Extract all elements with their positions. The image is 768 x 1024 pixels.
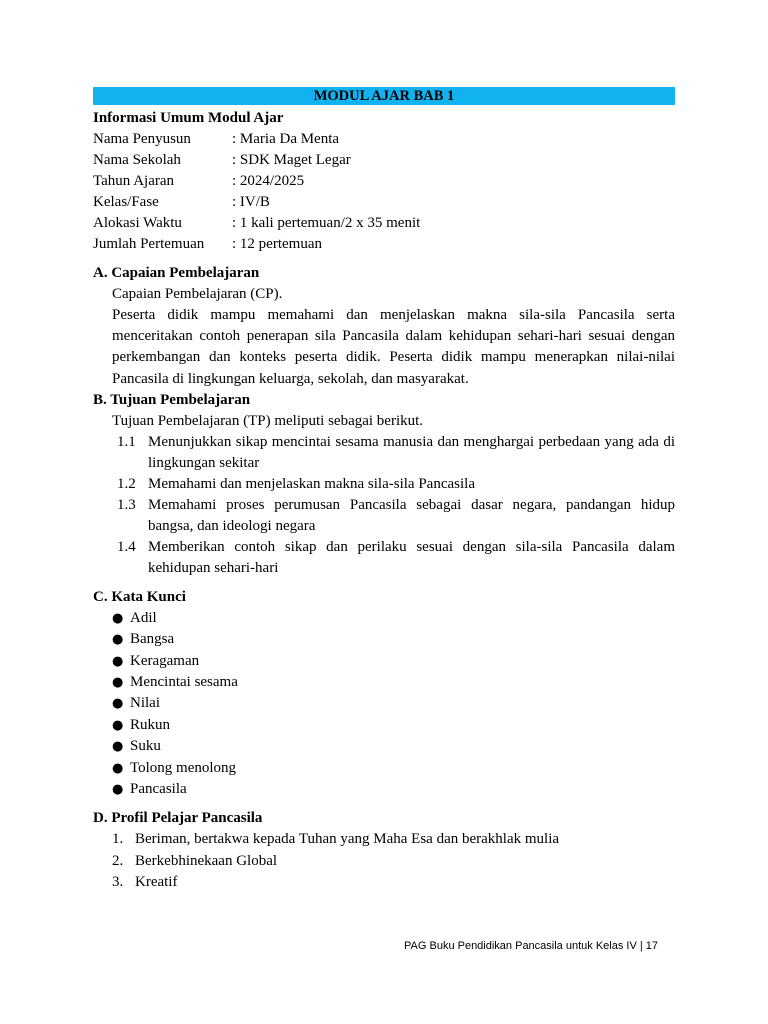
keyword-text: Mencintai sesama <box>130 674 238 691</box>
keyword-text: Suku <box>130 738 161 755</box>
keyword-item <box>93 672 675 693</box>
bullet-icon: ● <box>112 782 124 798</box>
keyword-item <box>93 779 675 800</box>
profile-item <box>93 872 675 893</box>
profile-item <box>93 851 675 872</box>
section-a-subtitle: Capaian Pembelajaran (CP). <box>112 286 283 302</box>
keyword-item <box>93 715 675 736</box>
info-value: : IV/B <box>232 194 270 210</box>
page-footer: PAG Buku Pendidikan Pancasila untuk Kelas IV | 17 <box>404 940 658 952</box>
bullet-icon: ● <box>112 610 124 626</box>
keyword-item <box>93 651 675 672</box>
profile-number: 2. <box>112 852 124 869</box>
section-c-title: C. Kata Kunci <box>93 588 186 605</box>
keyword-text: Bangsa <box>130 631 175 648</box>
info-row-tahun <box>93 171 675 192</box>
tp-number: 1.4 <box>117 538 136 555</box>
keyword-text: Pancasila <box>130 781 187 798</box>
info-row-pertemuan <box>93 234 675 255</box>
info-table <box>93 129 675 255</box>
section-b-title: B. Tujuan Pembelajaran <box>93 391 251 408</box>
profile-item <box>93 829 675 850</box>
info-key: Tahun Ajaran <box>93 173 175 189</box>
tp-item <box>93 495 675 537</box>
tp-number: 1.3 <box>117 496 136 513</box>
keyword-item <box>93 629 675 650</box>
info-key: Nama Penyusun <box>93 131 191 147</box>
info-row-alokasi <box>93 213 675 234</box>
info-value: : 1 kali pertemuan/2 x 35 menit <box>232 215 421 231</box>
keyword-text: Keragaman <box>130 652 200 669</box>
tp-text: Memahami dan menjelaskan makna sila-sila Pancasila <box>148 475 475 492</box>
bullet-icon: ● <box>112 653 124 669</box>
info-row-kelas <box>93 192 675 213</box>
info-value: : 12 pertemuan <box>232 236 322 252</box>
section-a-body: Peserta didik mampu memahami dan menjelaskan makna sila-sila Pancasila serta menceritakan contoh penerapan sila Pancasila dalam kehidupan sehari-hari sesuai dengan perkembangan dan konteks peserta didik. Peserta didik mampu menerapkan nilai-nilai Pancasila di lingkungan keluarga, sekolah, dan masyarakat. <box>112 307 675 387</box>
info-key: Alokasi Waktu <box>93 215 182 231</box>
info-title: Informasi Umum Modul Ajar <box>93 110 284 126</box>
keyword-item <box>93 758 675 779</box>
info-value: : Maria Da Menta <box>232 131 340 147</box>
profile-number: 1. <box>112 831 124 848</box>
keyword-item <box>93 693 675 714</box>
profile-text: Beriman, bertakwa kepada Tuhan yang Maha Esa dan berakhlak mulia <box>135 831 560 848</box>
keyword-text: Rukun <box>130 716 171 733</box>
profile-text: Kreatif <box>135 874 178 891</box>
info-row-penyusun <box>93 129 675 150</box>
tp-text: Memberikan contoh sikap dan perilaku sesuai dengan sila-sila Pancasila dalam kehidupan sehari-hari <box>148 538 675 576</box>
tp-item <box>93 537 675 579</box>
module-banner: MODUL AJAR BAB 1 <box>93 87 675 105</box>
keyword-text: Tolong menolong <box>130 759 237 776</box>
info-key: Jumlah Pertemuan <box>93 236 205 252</box>
info-value: : SDK Maget Legar <box>232 152 351 168</box>
profile-text: Berkebhinekaan Global <box>135 852 278 869</box>
info-key: Nama Sekolah <box>93 152 181 168</box>
bullet-icon: ● <box>112 760 124 776</box>
bullet-icon: ● <box>112 632 124 648</box>
tp-text: Memahami proses perumusan Pancasila sebagai dasar negara, pandangan hidup bangsa, dan ideologi negara <box>148 496 675 534</box>
tp-number: 1.1 <box>117 433 136 450</box>
tp-item <box>93 432 675 474</box>
info-value: : 2024/2025 <box>232 173 305 189</box>
keyword-item <box>93 608 675 629</box>
bullet-icon: ● <box>112 717 124 733</box>
profile-number: 3. <box>112 874 124 891</box>
bullet-icon: ● <box>112 675 124 691</box>
keyword-text: Nilai <box>130 695 160 712</box>
keyword-item <box>93 736 675 757</box>
bullet-icon: ● <box>112 739 124 755</box>
info-row-sekolah <box>93 150 675 171</box>
tp-number: 1.2 <box>117 475 136 492</box>
tp-text: Menunjukkan sikap mencintai sesama manusia dan menghargai perbedaan yang ada di lingkungan sekitar <box>148 433 675 471</box>
tp-item <box>93 474 675 495</box>
section-a-title: A. Capaian Pembelajaran <box>93 265 260 281</box>
info-key: Kelas/Fase <box>93 194 159 210</box>
section-b-intro: Tujuan Pembelajaran (TP) meliputi sebagai berikut. <box>112 412 424 429</box>
document-page <box>93 87 675 894</box>
bullet-icon: ● <box>112 696 124 712</box>
keyword-text: Adil <box>130 609 157 626</box>
section-d-title: D. Profil Pelajar Pancasila <box>93 810 263 827</box>
